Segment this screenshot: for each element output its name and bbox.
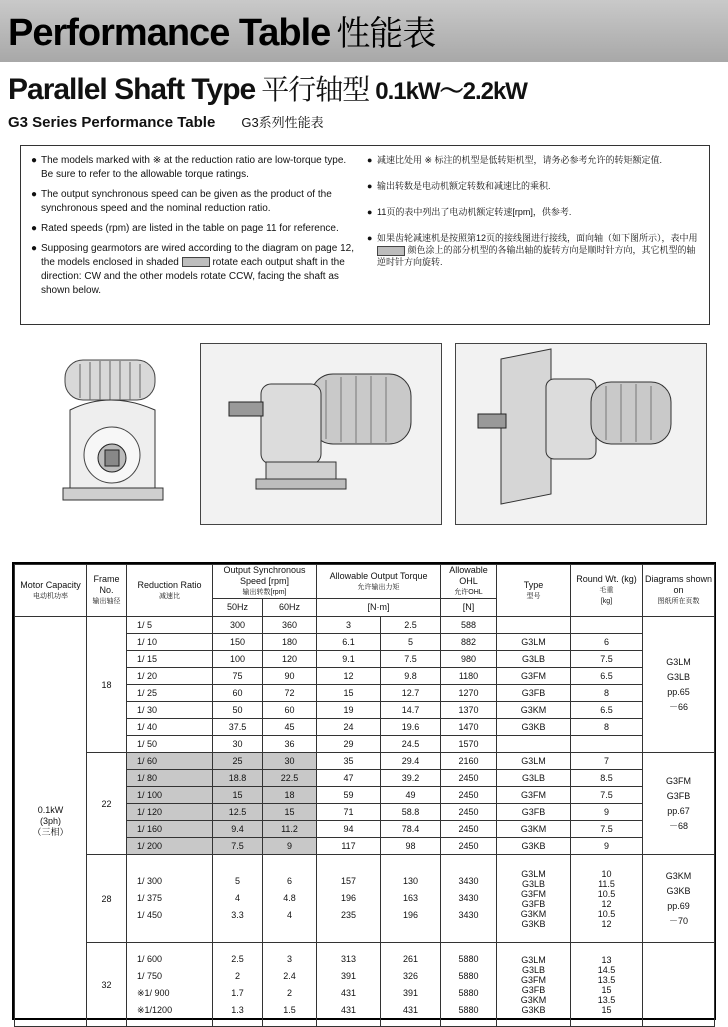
ratio-cell <box>127 943 213 1027</box>
cell-value: 1/ 600 <box>137 953 163 964</box>
torque-50hz-cell: 19 <box>317 702 381 719</box>
header-60hz: 60Hz <box>263 599 317 617</box>
diagram-cell <box>643 855 715 943</box>
header-ohl-unit: [N] <box>441 599 497 617</box>
frame-cell: 22 <box>87 753 127 855</box>
speed-50hz-cell: 50 <box>213 702 263 719</box>
speed-60hz-cell: 9 <box>263 838 317 855</box>
speed-50hz-cell: 75 <box>213 668 263 685</box>
type-cell: G3FB <box>497 685 571 702</box>
cell-value: 1.3 <box>231 1004 244 1015</box>
torque-60hz-cell: 2.5 <box>381 617 441 634</box>
cell-value: ※1/1200 <box>137 1004 173 1015</box>
diagram-ref: G3FB <box>666 790 691 801</box>
torque-50hz-cell: 94 <box>317 821 381 838</box>
ratio-cell: 1/ 120 <box>127 804 213 821</box>
ohl-cell <box>441 943 497 1027</box>
type-value: G3FM <box>521 888 547 899</box>
cell-value: 3430 <box>458 910 479 920</box>
type-cell: G3LB <box>497 651 571 668</box>
table-row <box>15 753 715 770</box>
cell-value: 391 <box>341 970 357 981</box>
diagram-ref: G3FM <box>666 775 692 786</box>
ohl-cell: 980 <box>441 651 497 668</box>
header-50hz: 50Hz <box>213 599 263 617</box>
ratio-cell: 1/ 40 <box>127 719 213 736</box>
speed-60hz-cell: 11.2 <box>263 821 317 838</box>
type-cell <box>497 736 571 753</box>
weight-cell: 8.5 <box>571 770 643 787</box>
type-cell: G3KB <box>497 838 571 855</box>
torque-50hz-cell: 6.1 <box>317 634 381 651</box>
frame-cell: 28 <box>87 855 127 943</box>
type-cell: G3KM <box>497 702 571 719</box>
table-body <box>15 617 715 1027</box>
ratio-cell: 1/ 25 <box>127 685 213 702</box>
weight-cell: 7.5 <box>571 651 643 668</box>
ohl-cell: 2450 <box>441 821 497 838</box>
torque-60hz-cell <box>381 943 441 1027</box>
speed-60hz-cell: 18 <box>263 787 317 804</box>
ratio-cell: 1/ 10 <box>127 634 213 651</box>
diagram-ref: pp.65 <box>667 686 690 697</box>
type-value: G3KM <box>520 908 547 919</box>
weight-value: 13 <box>601 954 612 965</box>
diagram-ref: －66 <box>669 701 689 712</box>
torque-60hz-cell: 9.8 <box>381 668 441 685</box>
weight-value: 15 <box>601 984 612 995</box>
type-value: G3FB <box>521 898 546 909</box>
type-cell <box>497 855 571 943</box>
type-value: G3FM <box>521 974 547 985</box>
diagram-ref: G3LM <box>666 656 691 667</box>
torque-50hz-cell: 35 <box>317 753 381 770</box>
gearmotor-front-photo <box>55 350 175 510</box>
speed-50hz-cell: 18.8 <box>213 770 263 787</box>
diagram-ref: G3KM <box>665 870 692 881</box>
cell-value: 431 <box>341 987 357 998</box>
weight-cell: 9 <box>571 804 643 821</box>
notes-chinese <box>367 154 702 282</box>
page-title-cn: 性能表 <box>336 15 436 53</box>
header-torque: Allowable Output Torque 允许输出力矩 <box>317 565 441 599</box>
cell-value: 1/ 750 <box>137 970 163 981</box>
weight-cell: 8 <box>571 719 643 736</box>
ohl-cell: 2160 <box>441 753 497 770</box>
speed-50hz-cell: 60 <box>213 685 263 702</box>
type-cell: G3LM <box>497 634 571 651</box>
torque-60hz-cell: 7.5 <box>381 651 441 668</box>
motor-kw: 0.1kW <box>37 805 64 815</box>
weight-value: 11.5 <box>598 878 615 889</box>
speed-60hz-cell: 72 <box>263 685 317 702</box>
torque-60hz-cell: 12.7 <box>381 685 441 702</box>
torque-60hz-cell: 78.4 <box>381 821 441 838</box>
weight-cell <box>571 855 643 943</box>
cell-value: 261 <box>403 953 419 964</box>
cell-value: 235 <box>341 910 357 920</box>
cell-value: 130 <box>403 876 419 886</box>
power-range: 0.1kW～2.2kW <box>375 78 527 105</box>
series-title-cn: G3系列性能表 <box>241 115 324 130</box>
speed-50hz-cell: 30 <box>213 736 263 753</box>
torque-60hz-cell: 29.4 <box>381 753 441 770</box>
cell-value: 5880 <box>458 1004 479 1015</box>
cell-value: ※1/ 900 <box>137 987 170 998</box>
weight-cell: 7.5 <box>571 787 643 804</box>
speed-50hz-cell <box>213 855 263 943</box>
cell-value: 1/ 450 <box>137 910 163 920</box>
torque-50hz-cell: 59 <box>317 787 381 804</box>
diagram-ref: G3KB <box>666 885 691 896</box>
header-type: Type 型号 <box>497 565 571 617</box>
cell-value: 6 <box>287 876 293 886</box>
speed-60hz-cell <box>263 855 317 943</box>
speed-50hz-cell <box>213 943 263 1027</box>
weight-value: 12 <box>601 918 612 929</box>
speed-50hz-cell: 12.5 <box>213 804 263 821</box>
ratio-cell: 1/ 50 <box>127 736 213 753</box>
notes-box <box>20 145 710 325</box>
speed-50hz-cell: 150 <box>213 634 263 651</box>
torque-50hz-cell: 47 <box>317 770 381 787</box>
cell-value: 1.5 <box>283 1004 296 1015</box>
cell-value: 431 <box>403 1004 419 1015</box>
type-cell: G3LB <box>497 770 571 787</box>
ohl-cell: 1270 <box>441 685 497 702</box>
cell-value: 1/ 300 <box>137 876 163 886</box>
ratio-cell: 1/ 20 <box>127 668 213 685</box>
section-title-cn: 平行轴型 <box>261 74 370 105</box>
speed-60hz-cell <box>263 943 317 1027</box>
type-cell: G3FB <box>497 804 571 821</box>
type-value: G3FB <box>521 984 546 995</box>
torque-60hz-cell: 49 <box>381 787 441 804</box>
weight-value: 10.5 <box>597 888 616 899</box>
type-cell <box>497 943 571 1027</box>
type-value: G3LM <box>521 954 546 965</box>
diagram-ref: pp.69 <box>667 900 690 911</box>
notes-english <box>31 154 361 304</box>
series-title: G3 Series Performance Table G3系列性能表 <box>8 114 324 131</box>
ratio-cell: 1/ 5 <box>127 617 213 634</box>
cell-value: 157 <box>341 876 357 886</box>
ohl-cell: 2450 <box>441 787 497 804</box>
type-value: G3KB <box>521 918 546 929</box>
cell-value: 2.5 <box>231 953 244 964</box>
speed-60hz-cell: 22.5 <box>263 770 317 787</box>
cell-value: 326 <box>403 970 419 981</box>
cell-value: 5 <box>234 876 240 886</box>
gearmotor-foot-mount-photo <box>200 343 442 525</box>
torque-60hz-cell: 19.6 <box>381 719 441 736</box>
speed-60hz-cell: 180 <box>263 634 317 651</box>
weight-cell: 7 <box>571 753 643 770</box>
speed-50hz-cell: 7.5 <box>213 838 263 855</box>
weight-cell <box>571 736 643 753</box>
type-cell: G3FM <box>497 668 571 685</box>
torque-50hz-cell: 3 <box>317 617 381 634</box>
type-value: G3LM <box>521 868 546 879</box>
note-item: ● The output synchronous speed can be given as the product of the synchronous speed and the nominal reduction ratio. <box>31 189 332 214</box>
note-item: ● Rated speeds (rpm) are listed in the table on page 11 for reference. <box>31 223 339 234</box>
ratio-cell: 1/ 100 <box>127 787 213 804</box>
cell-value: 4.8 <box>283 893 296 903</box>
speed-50hz-cell: 300 <box>213 617 263 634</box>
diagram-ref: －68 <box>669 820 689 831</box>
header-frame: Frame No. 输出轴径 <box>87 565 127 617</box>
ohl-cell: 2450 <box>441 838 497 855</box>
ohl-cell: 588 <box>441 617 497 634</box>
note-item: ● 输出转数是电动机额定转数和减速比的乘积. <box>367 181 551 191</box>
cell-value: 5880 <box>458 953 479 964</box>
diagram-cell <box>643 617 715 753</box>
torque-50hz-cell: 9.1 <box>317 651 381 668</box>
cell-value: 5880 <box>458 987 479 998</box>
cell-value: 196 <box>403 910 419 920</box>
weight-value: 12 <box>601 898 612 909</box>
torque-50hz-cell: 24 <box>317 719 381 736</box>
ratio-cell: 1/ 200 <box>127 838 213 855</box>
speed-60hz-cell: 15 <box>263 804 317 821</box>
torque-50hz-cell: 117 <box>317 838 381 855</box>
weight-cell <box>571 943 643 1027</box>
title-bar <box>0 0 728 62</box>
torque-60hz-cell: 5 <box>381 634 441 651</box>
torque-50hz-cell: 15 <box>317 685 381 702</box>
note-item: ● 如果齿轮减速机是按照第12页的接线图进行接线，面向轴（如下图所示），表中用 颜色涂上的部分机型的各输出轴的旋转方向是顺时针方向，其它机型的轴逆时针方向旋转. <box>367 233 698 267</box>
torque-60hz-cell: 98 <box>381 838 441 855</box>
header-diagrams: Diagrams shown on 图纸所在页数 <box>643 565 715 617</box>
torque-60hz-cell: 24.5 <box>381 736 441 753</box>
torque-50hz-cell: 12 <box>317 668 381 685</box>
speed-60hz-cell: 45 <box>263 719 317 736</box>
type-cell: G3LM <box>497 753 571 770</box>
ohl-cell: 1370 <box>441 702 497 719</box>
weight-value: 10.5 <box>597 908 616 919</box>
cell-value: 1.7 <box>231 987 244 998</box>
weight-cell: 8 <box>571 685 643 702</box>
torque-60hz-cell: 39.2 <box>381 770 441 787</box>
table-row <box>15 617 715 634</box>
weight-cell: 7.5 <box>571 821 643 838</box>
cell-value: 391 <box>403 987 419 998</box>
torque-60hz-cell: 58.8 <box>381 804 441 821</box>
cell-value: 313 <box>341 953 357 964</box>
speed-60hz-cell: 360 <box>263 617 317 634</box>
weight-value: 10 <box>601 868 612 879</box>
ohl-cell: 1180 <box>441 668 497 685</box>
weight-value: 13.5 <box>597 974 616 985</box>
cell-value: 3.3 <box>231 910 244 920</box>
motor-capacity-cell <box>15 617 87 1027</box>
ohl-cell: 1470 <box>441 719 497 736</box>
cell-value: 163 <box>403 893 419 903</box>
cell-value: 196 <box>341 893 357 903</box>
weight-value: 14.5 <box>597 964 616 975</box>
table-row <box>15 855 715 943</box>
note-item: ● 11页的表中列出了电动机额定转速[rpm]，供参考. <box>367 207 572 217</box>
motor-phase: (3ph) <box>39 816 61 826</box>
cell-value: 3430 <box>458 876 479 886</box>
ratio-cell: 1/ 30 <box>127 702 213 719</box>
header-ohl: Allowable OHL 允许OHL <box>441 565 497 599</box>
cell-value: 2 <box>234 970 240 981</box>
speed-50hz-cell: 25 <box>213 753 263 770</box>
cell-value: 4 <box>234 893 240 903</box>
diagram-ref: pp.67 <box>667 805 690 816</box>
ratio-cell <box>127 855 213 943</box>
speed-60hz-cell: 36 <box>263 736 317 753</box>
type-cell <box>497 617 571 634</box>
note-item: ● Supposing gearmotors are wired according to the diagram on page 12, the models enclosed in shaded rotate each output shaft in the direction: CW and the other models rotate CCW, facing the shaft as shown below. <box>31 243 354 296</box>
header-weight: Round Wt. (kg) 毛重 [kg] <box>571 565 643 617</box>
frame-cell: 18 <box>87 617 127 753</box>
speed-50hz-cell: 37.5 <box>213 719 263 736</box>
weight-value: 13.5 <box>597 994 616 1005</box>
ohl-cell: 2450 <box>441 770 497 787</box>
weight-cell: 6.5 <box>571 668 643 685</box>
speed-60hz-cell: 30 <box>263 753 317 770</box>
note-item: ● The models marked with ※ at the reduction ratio are low-torque type. Be sure to refer to the allowable torque ratings. <box>31 155 347 180</box>
cell-value: 1/ 375 <box>137 893 163 903</box>
type-value: G3KM <box>520 994 547 1005</box>
cell-value: 5880 <box>458 970 479 981</box>
header-speed: Output Synchronous Speed [rpm] 输出转数[rpm] <box>213 565 317 599</box>
ohl-cell: 2450 <box>441 804 497 821</box>
torque-60hz-cell: 14.7 <box>381 702 441 719</box>
torque-60hz-cell <box>381 855 441 943</box>
ohl-cell: 1570 <box>441 736 497 753</box>
shade-legend-swatch <box>377 246 405 256</box>
type-value: G3LB <box>522 878 546 889</box>
ratio-cell: 1/ 60 <box>127 753 213 770</box>
weight-value: 15 <box>601 1004 612 1015</box>
diagram-cell <box>643 943 715 1027</box>
type-value: G3KB <box>521 1004 546 1015</box>
performance-table <box>12 562 716 1020</box>
weight-cell: 9 <box>571 838 643 855</box>
ratio-cell: 1/ 160 <box>127 821 213 838</box>
speed-60hz-cell: 120 <box>263 651 317 668</box>
cell-value: 2 <box>287 987 293 998</box>
gearmotor-flange-mount-photo <box>455 343 707 525</box>
type-value: G3LB <box>522 964 546 975</box>
speed-50hz-cell: 100 <box>213 651 263 668</box>
type-cell: G3FM <box>497 787 571 804</box>
ratio-cell: 1/ 80 <box>127 770 213 787</box>
weight-cell: 6 <box>571 634 643 651</box>
speed-60hz-cell: 60 <box>263 702 317 719</box>
weight-cell: 6.5 <box>571 702 643 719</box>
cell-value: 431 <box>341 1004 357 1015</box>
diagram-ref: G3LB <box>667 671 691 682</box>
header-ratio: Reduction Ratio 减速比 <box>127 565 213 617</box>
header-motor-capacity: Motor Capacity 电动机功率 <box>15 565 87 617</box>
shade-legend-swatch <box>182 257 210 267</box>
speed-50hz-cell: 9.4 <box>213 821 263 838</box>
weight-cell <box>571 617 643 634</box>
diagram-ref: －70 <box>669 915 689 926</box>
type-cell: G3KM <box>497 821 571 838</box>
frame-cell: 32 <box>87 943 127 1027</box>
page-title: Performance Table 性能表 <box>8 12 436 54</box>
cell-value: 4 <box>287 910 293 920</box>
header-torque-unit: [N·m] <box>317 599 441 617</box>
diagram-cell <box>643 753 715 855</box>
speed-50hz-cell: 15 <box>213 787 263 804</box>
torque-50hz-cell: 29 <box>317 736 381 753</box>
motor-phase-cn: （三相） <box>32 827 69 837</box>
note-item: ● 减速比处用 ※ 标注的机型是低转矩机型，请务必参考允许的转矩额定值. <box>367 155 663 165</box>
table-row <box>15 943 715 1027</box>
torque-50hz-cell <box>317 855 381 943</box>
cell-value: 3 <box>287 953 293 964</box>
type-cell: G3KB <box>497 719 571 736</box>
torque-50hz-cell: 71 <box>317 804 381 821</box>
cell-value: 3430 <box>458 893 479 903</box>
ohl-cell <box>441 855 497 943</box>
ratio-cell: 1/ 15 <box>127 651 213 668</box>
torque-50hz-cell <box>317 943 381 1027</box>
cell-value: 2.4 <box>283 970 296 981</box>
ohl-cell: 882 <box>441 634 497 651</box>
section-title: Parallel Shaft Type 平行轴型 0.1kW～2.2kW <box>8 73 527 106</box>
speed-60hz-cell: 90 <box>263 668 317 685</box>
